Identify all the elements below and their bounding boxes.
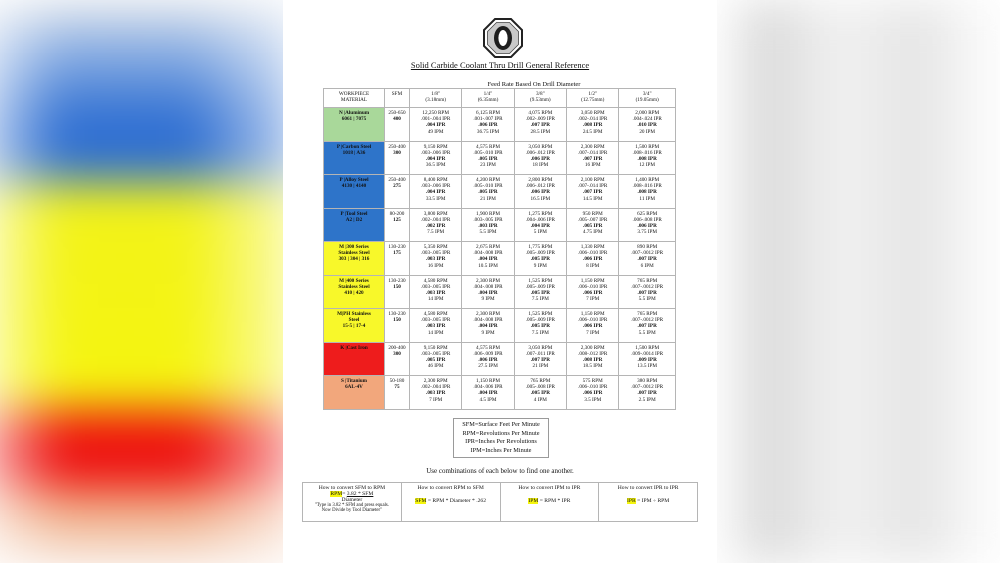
diameter-header: 3/8" (9.53mm) — [514, 89, 566, 108]
feed-rate-cell: 950 RPM .005-.007 IPR .005 IPR 4.75 IPM — [567, 208, 619, 242]
feed-rate-cell: 625 RPM .006-.008 IPR .006 IPR 3.75 IPM — [619, 208, 676, 242]
feed-rate-cell: 765 RPM .007-.0012 IPR .007 IPR 5.5 IPM — [619, 309, 676, 343]
material-cell: M|PH Stainless Steel 15-5 | 17-4 — [324, 309, 385, 343]
combination-note: Use combinations of each below to find one another. — [426, 467, 574, 475]
feed-rate-cell: 380 RPM .007-.0012 IPR .007 IPR 2.5 IPM — [619, 376, 676, 410]
sfm-cell: 50-180 75 — [385, 376, 410, 410]
workpiece-material-header: WORKPIECE MATERIAL — [324, 89, 385, 108]
material-cell: S |Titanium 6AL-4V — [324, 376, 385, 410]
feed-rate-cell: 5,350 RPM .003-.005 IPR .003 IPR 16 IPM — [410, 242, 462, 276]
blurred-background-left — [0, 0, 300, 563]
feed-rate-cell: 2,300 RPM .007-.014 IPR .007 IPR 16 IPM — [567, 141, 619, 175]
feed-rate-cell: 2,675 RPM .004-.008 IPR .004 IPR 10.5 IPM — [462, 242, 514, 276]
material-cell: P |Alloy Steel 4130 | 4140 — [324, 175, 385, 209]
sfm-to-rpm-formula: How to convert SFM to RPM RPM= 3.82 * SFM Diameter "Type in 3.82 * SFM and press equals. Now Divide by Tool Diameter" — [303, 483, 402, 522]
material-cell: P |Carbon Steel 1018 | A36 — [324, 141, 385, 175]
feed-rate-cell: 4,075 RPM .002-.009 IPR .007 IPR 28.5 IPM — [514, 108, 566, 142]
feed-rate-cell: 1,150 RPM .004-.006 IPR .004 IPR 4.5 IPM — [462, 376, 514, 410]
feed-rate-cell: 1,150 RPM .006-.010 IPR .006 IPR 7 IPM — [567, 275, 619, 309]
ipr-to-ipm-formula: How to convert IPR to IPR IPR = IPM ÷ RPM — [599, 483, 698, 522]
feed-rate-cell: 1,500 RPM .008-.016 IPR .008 IPR 12 IPM — [619, 141, 676, 175]
feed-rate-cell: 4,575 RPM .006-.009 IPR .006 IPR 27.5 IPM — [462, 342, 514, 376]
legend-item: IPM=Inches Per Minute — [470, 446, 532, 454]
sfm-cell: 130-230 150 — [385, 275, 410, 309]
feed-rate-cell: 3,050 RPM .007-.011 IPR .007 IPR 21 IPM — [514, 342, 566, 376]
octagon-o-logo-icon — [483, 18, 523, 58]
feed-rate-cell: 2,000 RPM .004-.024 IPR .010 IPR 20 IPM — [619, 108, 676, 142]
diameter-header: 1/4" (6.35mm) — [462, 89, 514, 108]
conversion-formulas-table — [302, 482, 698, 522]
material-cell: M |400 Series Stainless Steel 410 | 420 — [324, 275, 385, 309]
feed-rate-cell: 1,525 RPM .005-.009 IPR .005 IPR 7.5 IPM — [514, 309, 566, 343]
table-row — [324, 376, 676, 410]
abbreviation-legend — [453, 418, 549, 458]
feed-rate-cell: 2,300 RPM .008-.012 IPR .008 IPR 18.5 IPM — [567, 342, 619, 376]
document-title: Solid Carbide Coolant Thru Drill General Reference — [410, 60, 590, 70]
feed-rate-cell: 1,400 RPM .008-.016 IPR .008 IPR 11 IPM — [619, 175, 676, 209]
sfm-cell: 250-650 400 — [385, 108, 410, 142]
feed-rate-cell: 3,800 RPM .002-.004 IPR .002 IPR 7.5 IPM — [410, 208, 462, 242]
feed-rate-cell: 1,500 RPM .009-.0014 IPR .009 IPR 13.5 IPM — [619, 342, 676, 376]
feed-rate-cell: 2,300 RPM .004-.008 IPR .004 IPR 9 IPM — [462, 309, 514, 343]
feed-rate-cell: 1,330 RPM .006-.010 IPR .006 IPR 8 IPM — [567, 242, 619, 276]
drill-reference-table — [323, 88, 676, 410]
feed-rate-cell: 4,580 RPM .003-.005 IPR .003 IPR 14 IPM — [410, 309, 462, 343]
feed-rate-cell: 1,275 RPM .004-.006 IPR .004 IPR 5 IPM — [514, 208, 566, 242]
feed-rate-cell: 8,400 RPM .003-.006 IPR .004 IPR 33.5 IPM — [410, 175, 462, 209]
rpm-to-sfm-formula: How to convert RPM to SFM SFM = RPM * Diameter * .262 — [401, 483, 500, 522]
feed-rate-cell: 1,900 RPM .003-.005 IPR .003 IPR 5.5 IPM — [462, 208, 514, 242]
feed-rate-cell: 9,150 RPM .003-.005 IPR .005 IPR 46 IPM — [410, 342, 462, 376]
sfm-cell: 80-200 125 — [385, 208, 410, 242]
table-row — [324, 275, 676, 309]
table-row — [324, 208, 676, 242]
table-row — [324, 141, 676, 175]
sfm-cell: 130-230 175 — [385, 242, 410, 276]
feed-rate-cell: 3,050 RPM .006-.012 IPR .006 IPR 18 IPM — [514, 141, 566, 175]
legend-item: RPM=Revolutions Per Minute — [462, 429, 540, 437]
feed-rate-cell: 4,200 RPM .005-.010 IPR .005 IPR 21 IPM — [462, 175, 514, 209]
table-row — [324, 342, 676, 376]
blurred-background-right — [720, 0, 1000, 563]
material-cell: N |Aluminum 6061 | 7075 — [324, 108, 385, 142]
sfm-cell: 130-230 150 — [385, 309, 410, 343]
feed-rate-cell: 2,300 RPM .002-.004 IPR .003 IPR 7 IPM — [410, 376, 462, 410]
feed-rate-cell: 575 RPM .006-.010 IPR .006 IPR 3.5 IPM — [567, 376, 619, 410]
document-page — [283, 0, 717, 563]
feed-rate-cell: 1,150 RPM .006-.010 IPR .006 IPR 7 IPM — [567, 309, 619, 343]
feed-rate-cell: 890 RPM .007-.0012 IPR .007 IPR 6 IPM — [619, 242, 676, 276]
ipm-to-ipr-formula: How to convert IPM to IPR IPM = RPM * IPR — [500, 483, 599, 522]
legend-item: IPR=Inches Per Revolutions — [465, 438, 537, 445]
feed-rate-cell: 765 RPM .005-.008 IPR .005 IPR 4 IPM — [514, 376, 566, 410]
diameter-header: 1/8" (3.18mm) — [410, 89, 462, 108]
sfm-cell: 250-400 275 — [385, 175, 410, 209]
feed-rate-cell: 765 RPM .007-.0012 IPR .007 IPR 5.5 IPM — [619, 275, 676, 309]
diameter-header: 1/2" (12.75mm) — [567, 89, 619, 108]
feed-rate-title: Feed Rate Based On Drill Diameter — [487, 81, 581, 88]
feed-rate-cell: 4,575 RPM .005-.010 IPR .005 IPR 23 IPM — [462, 141, 514, 175]
material-cell: K |Cast Iron — [324, 342, 385, 376]
feed-rate-cell: 9,150 RPM .003-.006 IPR .004 IPR 36.5 IPM — [410, 141, 462, 175]
sfm-cell: 250-400 300 — [385, 141, 410, 175]
legend-item: SFM=Surface Feet Per Minute — [462, 421, 540, 428]
feed-rate-cell: 3,050 RPM .002-.014 IPR .008 IPR 24.5 IPM — [567, 108, 619, 142]
table-row — [324, 242, 676, 276]
table-row — [324, 309, 676, 343]
feed-rate-cell: 2,300 RPM .004-.008 IPR .004 IPR 9 IPM — [462, 275, 514, 309]
table-header-row — [324, 89, 676, 108]
material-cell: M |300 Series Stainless Steel 303 | 304 | 316 — [324, 242, 385, 276]
feed-rate-cell: 4,580 RPM .003-.005 IPR .003 IPR 14 IPM — [410, 275, 462, 309]
feed-rate-cell: 2,800 RPM .006-.012 IPR .006 IPR 16.5 IPM — [514, 175, 566, 209]
diameter-header: 3/4" (19.05mm) — [619, 89, 676, 108]
feed-rate-cell: 2,100 RPM .007-.014 IPR .007 IPR 14.5 IPM — [567, 175, 619, 209]
feed-rate-cell: 6,125 RPM .001-.007 IPR .006 IPR 36.75 IPM — [462, 108, 514, 142]
sfm-header: SFM — [385, 89, 410, 108]
feed-rate-cell: 12,250 RPM .001-.004 IPR .004 IPR 49 IPM — [410, 108, 462, 142]
feed-rate-cell: 1,775 RPM .005-.009 IPR .005 IPR 9 IPM — [514, 242, 566, 276]
sfm-cell: 200-400 300 — [385, 342, 410, 376]
material-cell: P |Tool Steel A2 | D2 — [324, 208, 385, 242]
feed-rate-cell: 1,525 RPM .005-.009 IPR .005 IPR 7.5 IPM — [514, 275, 566, 309]
table-row — [324, 108, 676, 142]
table-row — [324, 175, 676, 209]
